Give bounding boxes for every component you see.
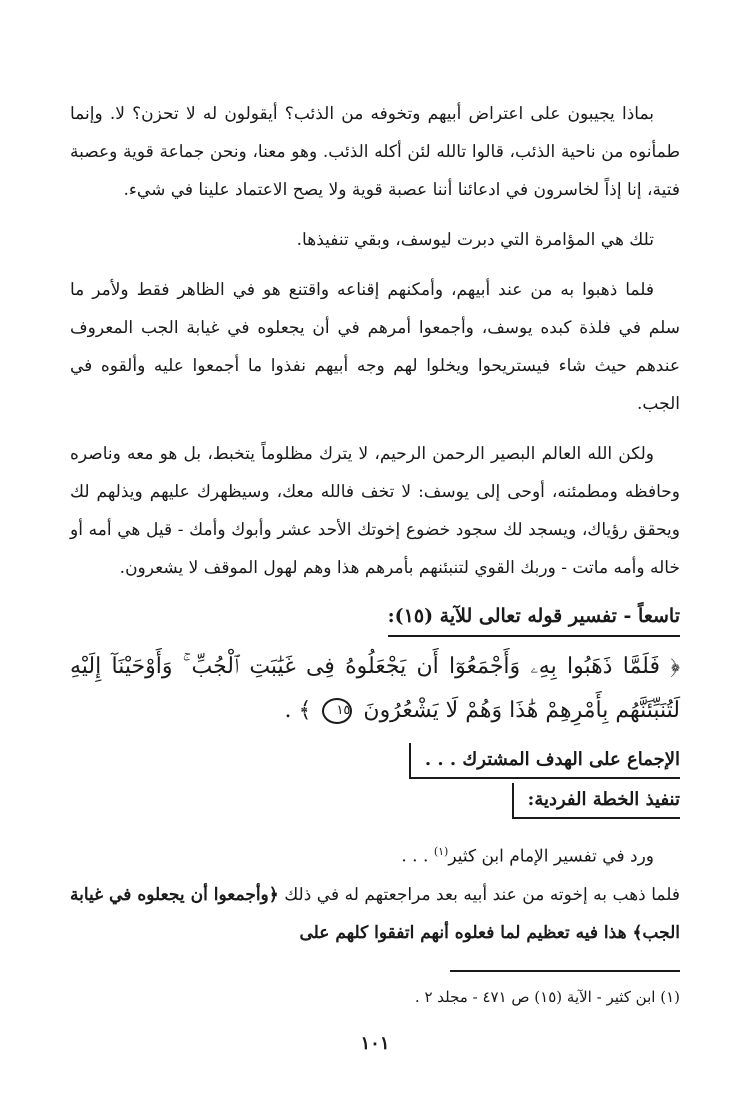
ayah-number-marker: ١٥	[322, 698, 352, 724]
paragraph-1: بماذا يجيبون على اعتراض أبيهم وتخوفه من الذئب؟ أيقولون له لا تحزن؟ لا. وإنما طمأنوه من ناحية الذئب، قالوا تالله لئن أكله الذئب. وهو معنا، ونحن جماعة قوية وعصبة فتية، إنا إذاً لخاسرون في ادعائنا أننا عصبة قوية ولا يصح الاعتماد علينا في شيء.	[70, 104, 680, 200]
quran-close-bracket: ﴾ .	[284, 698, 312, 723]
ibn-kathir-text-end: هذا فيه تعظيم لما فعلوه أنهم اتفقوا كلهم على	[299, 922, 633, 943]
quran-verse	[70, 645, 680, 733]
quran-text: فَلَمَّا ذَهَبُوا بِهِۦ وَأَجْمَعُوٓا أَن يَجْعَلُوهُ فِى غَيَٰبَتِ ٱلْجُبِّ ۚ وَأَوْحَيْنَآ إِلَيْهِ لَتُنَبِّئَنَّهُم بِأَمْرِهِمْ هَٰذَا وَهُمْ لَا يَشْعُرُونَ	[70, 654, 680, 723]
footnote-reference: (١)	[433, 845, 449, 858]
footnote: (١) ابن كثير - الآية (١٥) ص ٤٧١ - مجلد ٢ .	[414, 988, 680, 1006]
ibn-kathir-intro: ورد في تفسير الإمام ابن كثير	[448, 846, 654, 867]
section-heading	[70, 599, 680, 637]
paragraph-4: ولكن الله العالم البصير الرحمن الرحيم، لا يترك مظلوماً يتخبط، بل هو معه وناصره وحافظه ومطمئنه، أوحى إلى يوسف: لا تخف فالله معك، وسيظهرك عليهم ويذلهم لك ويحقق رؤياك، ويسجد لك سجود خضوع إخوتك الأحد عشر وأبوك وأمك - قيل هي أمه أو خاله وأمه ماتت - وربك القوي لتنبئنهم بأمرهم هذا وهم لهول الموقف لا يشعرون.	[70, 444, 680, 578]
ellipsis: . . .	[401, 846, 434, 867]
quran-open-bracket: ﴿	[670, 654, 680, 679]
ibn-kathir-paragraph	[70, 876, 680, 952]
paragraph-2: تلك هي المؤامرة التي دبرت ليوسف، وبقي تنفيذها.	[296, 230, 654, 250]
subheading-2-wrap	[70, 779, 680, 819]
page-number: ١٠١	[360, 1033, 390, 1054]
subheading-1-wrap	[70, 739, 680, 779]
document-page	[70, 95, 680, 1055]
paragraph-3: فلما ذهبوا به من عند أبيهم، وأمكنهم إقناعه واقتنع هو في الظاهر فقط ولأمر ما سلم في فلذة كبده يوسف، وأجمعوا أمرهم في أن يجعلوه في غيابة الجب المعروف عندهم حيث شاء فيستريحوا ويخلوا لهم وجه أبيهم نفذوا ما أجمعوا عليه وألقوه في الجب.	[70, 280, 680, 414]
ibn-kathir-intro-line	[70, 833, 680, 876]
ibn-kathir-text-start: فلما ذهب به إخوته من عند أبيه بعد مراجعتهم له في ذلك	[278, 884, 680, 905]
quoted-verse: ﴿وأجمعوا أن يجعلوه في غيابة الجب﴾	[70, 884, 680, 943]
subheading-consensus: الإجماع على الهدف المشترك . . .	[409, 743, 680, 779]
footnote-separator	[450, 970, 680, 972]
subheading-execution: تنفيذ الخطة الفردية:	[512, 783, 680, 819]
section-heading-text: تاسعاً - تفسير قوله تعالى للآية (١٥):	[388, 599, 680, 637]
